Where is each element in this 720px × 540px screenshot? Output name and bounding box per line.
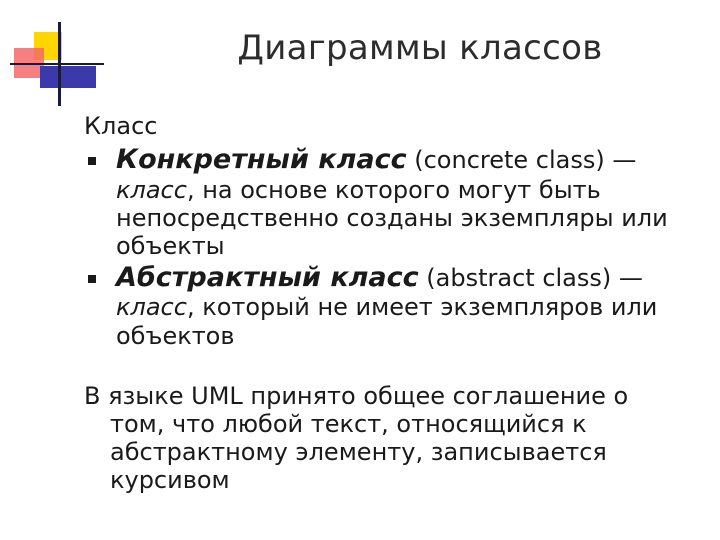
bullet-english: (concrete class) — — [406, 146, 637, 175]
bullet-english: (abstract class) — — [418, 263, 643, 292]
bullet-list — [84, 144, 684, 350]
bullet-abstract-class — [84, 262, 684, 350]
bullet-def-italic: класс — [116, 293, 187, 322]
logo-horizontal-line — [10, 63, 104, 65]
uml-note: В языке UML принято общее соглашение о том, что любой текст, относящийся к абстрактному элементу, записывается курсивом — [84, 381, 629, 494]
bullet-def-italic: класс — [116, 175, 187, 204]
logo-blue-bar — [40, 66, 96, 88]
corner-logo — [0, 0, 110, 110]
bullet-concrete-class — [84, 144, 684, 260]
section-heading: Класс — [84, 112, 158, 140]
bullet-def-rest: , на основе которого могут быть непосредственно созданы экземпляры или объекты — [116, 175, 668, 260]
square-bullet-icon — [88, 157, 96, 165]
bullet-term: Конкретный класс — [116, 144, 407, 176]
slide-title: Диаграммы классов — [237, 28, 603, 68]
bullet-term: Абстрактный класс — [116, 261, 419, 293]
bullet-def-rest: , который не имеет экземпляров или объектов — [116, 293, 658, 350]
square-bullet-icon — [88, 275, 96, 283]
slide-content — [84, 112, 684, 494]
